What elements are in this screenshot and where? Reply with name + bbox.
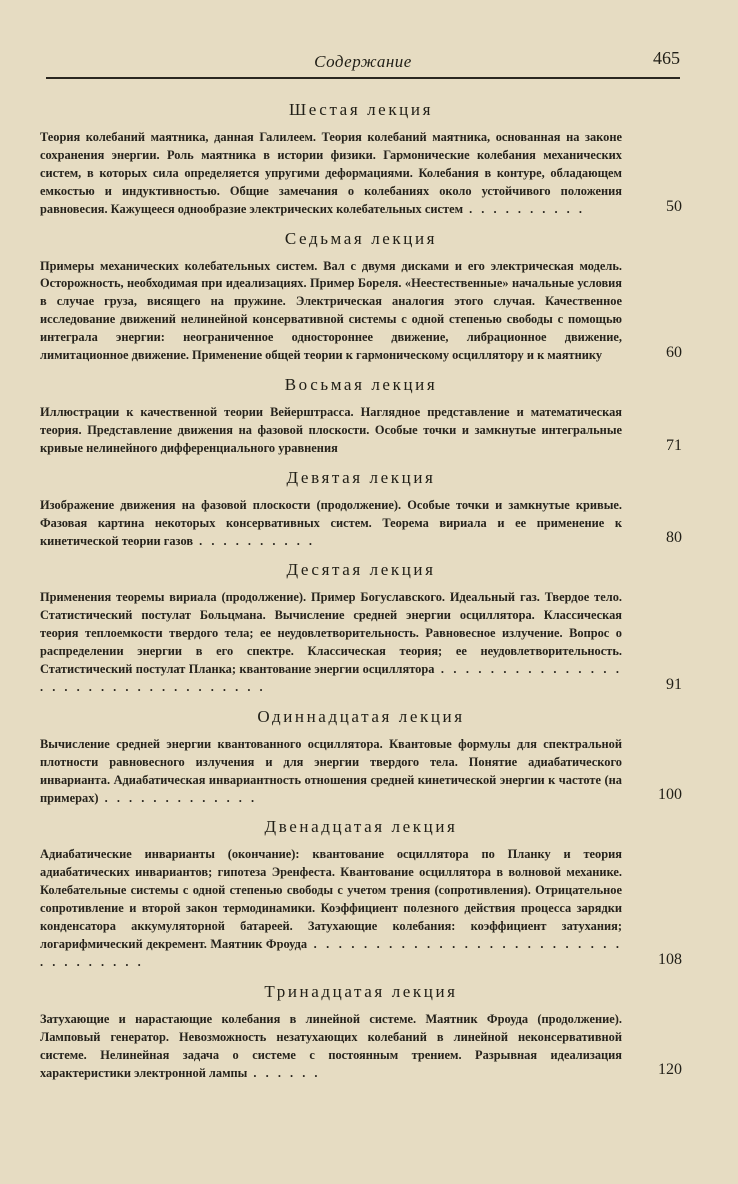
lecture-page-ref[interactable]: 120 xyxy=(658,1061,682,1079)
lecture-page-ref[interactable]: 60 xyxy=(666,343,682,361)
lecture-title: Шестая лекция xyxy=(288,100,434,119)
lecture-text: Адиабатические инварианты (окончание): квантование осциллятора по Планку и теория адиабатических инвариантов; гипотеза Эренфеста. Квантование осциллятора в волновой механике. Колебательные системы с одной степенью свободы с учетом трения (сопротивления). Отрицательное сопротивление и второй закон термодинамики. Коэффициент полезного действия процесса зарядки конденсатора аккумуляторной батареей. Затухающие колебания: коэффициент затухания; логарифмический декремент. Маятник Фроуда xyxy=(40,847,622,951)
lecture-text: Применения теоремы вириала (продолжение). Пример Богуславского. Идеальный газ. Твердое тело. Статистический постулат Больцмана. Вычисление средней энергии осциллятора. Классическая теория теплоемкости твердого тела; ее неудовлетворительность. Равновесное излучение. Вопрос о распределении энергии в его спектре. Классическая теория; ее неудовлетворительность. Статистический постулат Планка; квантование энергии осциллятора xyxy=(40,590,622,677)
toc-entry-lecture-9 xyxy=(40,468,682,551)
lecture-page-ref[interactable]: 91 xyxy=(666,675,682,693)
lecture-description xyxy=(40,258,622,365)
lecture-text: Примеры механических колебательных систем. Вал с двумя дисками и его электрическая модель. Осторожность, необходимая при идеализациях. Пример Бореля. «Неестественные» начальные условия в случае груза, висящего на пружине. Электрическая аналогия этого случая. Качественное исследование движений нелинейной консервативной системы с одной степенью свободы с помощью интеграла энергии: неограниченное одностороннее движение, либрационное движение, лимитационное движение. Применение общей теории к гармоническому осциллятору и к маятнику xyxy=(40,258,622,363)
lecture-description xyxy=(40,497,622,551)
lecture-title: Девятая лекция xyxy=(286,467,436,487)
toc-entry-lecture-12 xyxy=(40,817,682,971)
table-of-contents xyxy=(40,100,682,1092)
lecture-text: Иллюстрации к качественной теории Вейерштрасса. Наглядное представление и математическая теория. Представление движения на фазовой плоскости. Особые точки и замкнутые интегральные кривые нелинейного дифференциального уравнения xyxy=(40,404,622,455)
lecture-text: Затухающие и нарастающие колебания в линейной системе. Маятник Фроуда (продолжение). Ламповый генератор. Невозможность незатухающих колебаний в линейной неконсервативной системе. Нелинейная задача о системе с постоянным трением. Разрывная идеализация характеристики электронной лампы xyxy=(40,1011,622,1080)
lecture-page-ref[interactable]: 80 xyxy=(666,529,682,547)
dot-leaders: . . . . . . . . . . . . . xyxy=(98,790,258,805)
lecture-description xyxy=(40,589,622,696)
dot-leaders: . . . . . . xyxy=(247,1065,321,1080)
lecture-page-ref[interactable]: 100 xyxy=(658,786,682,804)
dot-leaders: . . . . . . . . . . xyxy=(193,533,315,548)
lecture-page-ref[interactable]: 71 xyxy=(666,436,682,454)
toc-entry-lecture-7 xyxy=(40,229,682,365)
lecture-title: Седьмая лекция xyxy=(284,228,438,248)
dot-leaders: . . . . . . . . . . xyxy=(463,201,585,216)
header-rule xyxy=(46,77,680,79)
lecture-text: Вычисление средней энергии квантованного осциллятора. Квантовые формулы для спектральной плотности равновесного излучения и для энергии твердого тела. Понятие адиабатического инварианта. Адиабатическая инвариантность отношения средней кинетической энергии к частоте (на примерах) xyxy=(40,736,622,805)
lecture-title: Восьмая лекция xyxy=(284,374,438,394)
lecture-title: Двенадцатая лекция xyxy=(264,817,458,837)
toc-entry-lecture-13 xyxy=(40,982,682,1083)
lecture-description xyxy=(40,846,622,971)
lecture-title: Тринадцатая лекция xyxy=(264,981,458,1001)
lecture-description xyxy=(40,736,622,808)
dot-leaders: . . . . . . . . . . . . . . . . . . . . . . . . . . . . . . . . . . xyxy=(40,937,623,969)
lecture-description xyxy=(40,129,622,219)
lecture-text: Теория колебаний маятника, данная Галилеем. Теория колебаний маятника, основанная на законе сохранения энергии. Роль маятника в истории физики. Гармонические колебания механических систем, в которых сила определяется упругими деформациями. Колебания в контуре, обладающем емкостью и индуктивностью. Общие замечания о колебаниях около устойчивого положения равновесия. Кажущееся однообразие электрических колебательных систем xyxy=(40,130,622,216)
lecture-page-ref[interactable]: 108 xyxy=(658,950,682,968)
lecture-description xyxy=(40,1011,622,1083)
dot-leaders: . . . . . . . . . . . . . . . . . . . . . . . . . . . . . . . . . . xyxy=(40,662,623,694)
lecture-page-ref[interactable]: 50 xyxy=(666,197,682,215)
toc-entry-lecture-10 xyxy=(40,560,682,696)
page-number: 465 xyxy=(653,48,680,68)
lecture-description xyxy=(40,404,622,458)
toc-entry-lecture-11 xyxy=(40,707,682,808)
lecture-title: Десятая лекция xyxy=(286,560,436,580)
lecture-text: Изображение движения на фазовой плоскости (продолжение). Особые точки и замкнутые кривые. Фазовая картина некоторых консервативных систем. Теорема вириала и ее применение к кинетической теории газов xyxy=(40,497,622,548)
lecture-title: Одиннадцатая лекция xyxy=(257,706,465,726)
running-title: Содержание xyxy=(314,52,412,71)
toc-entry-lecture-8 xyxy=(40,375,682,458)
running-header xyxy=(46,44,680,78)
toc-entry-lecture-6 xyxy=(40,100,682,219)
